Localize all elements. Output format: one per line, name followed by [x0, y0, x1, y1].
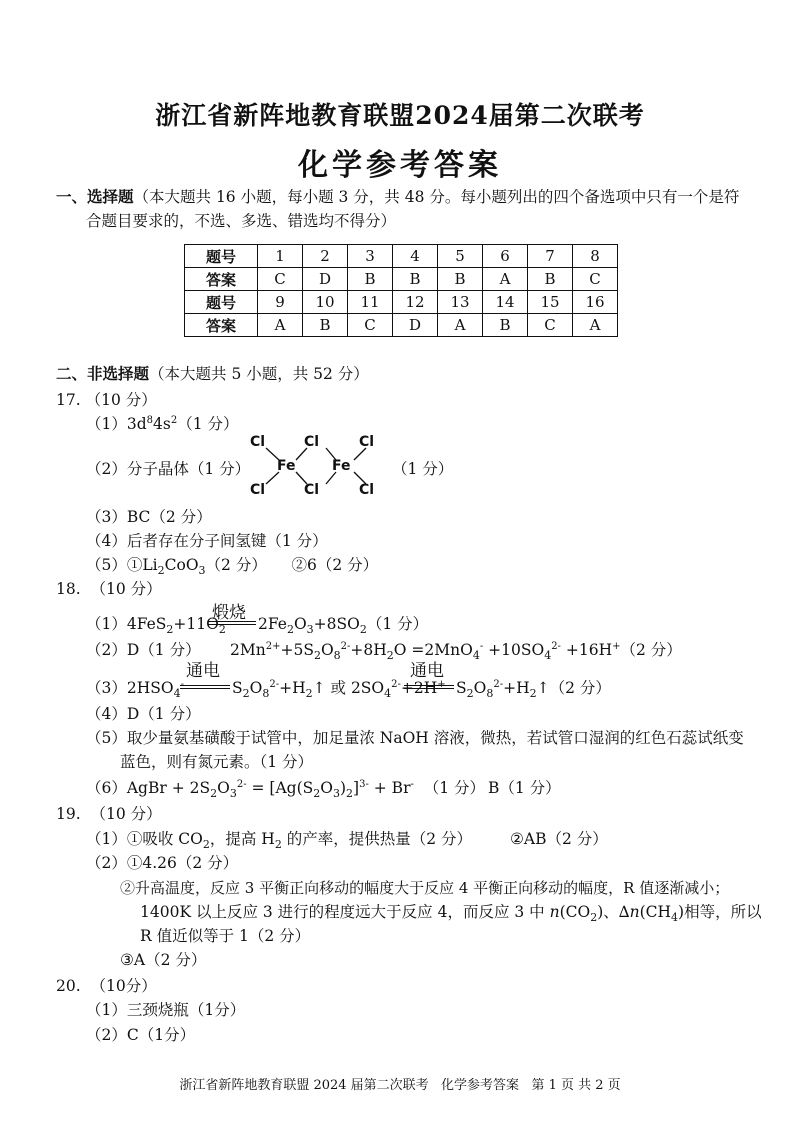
subscript: 8: [486, 687, 494, 701]
equation-text: O: [217, 779, 230, 797]
subscript: 2: [386, 649, 394, 663]
equation-text: O: [473, 679, 487, 697]
part-score: （1 分）: [177, 415, 239, 433]
table-header-cell: 题号: [185, 245, 258, 268]
answer-text: CoO: [164, 556, 199, 574]
q20-header: [56, 976, 157, 996]
q19-part1-b: ②AB（2 分）: [510, 830, 608, 848]
q18-part3-c: [456, 678, 611, 701]
q19-part2b-line2: [140, 902, 762, 925]
chlorine-atom: Cl: [359, 482, 375, 498]
table-cell: 8: [573, 245, 618, 268]
table-row: [185, 314, 618, 337]
q19-label: 19.: [56, 805, 81, 823]
q18-part2-equation: [230, 640, 682, 663]
equation-text: +8SO: [313, 615, 360, 633]
q17-part3: （3）BC（2 分）: [86, 508, 212, 526]
superscript: -: [180, 678, 184, 690]
equals-arrow: [180, 685, 230, 689]
table-cell: 5: [438, 245, 483, 268]
iron-atom: Fe: [277, 458, 296, 474]
table-row: [185, 291, 618, 314]
subscript: 2: [305, 687, 313, 701]
equation-text: +2H: [400, 679, 438, 697]
table-cell: A: [258, 314, 303, 337]
subscript: 8: [262, 687, 270, 701]
subscript: 4: [544, 649, 552, 663]
table-cell: 12: [393, 291, 438, 314]
subscript: 2: [286, 623, 294, 637]
q19-header: [56, 804, 162, 824]
subscript: 2: [202, 838, 210, 852]
q17-part5: [86, 555, 379, 578]
equation-text: ↑（2 分）: [536, 679, 611, 697]
subscript: 2: [157, 564, 165, 578]
q18-part5-line2: 蓝色，则有氮元素。（1 分）: [120, 753, 314, 771]
subscript: 2: [346, 787, 354, 801]
superscript: 2-: [493, 678, 504, 690]
table-cell: 10: [303, 291, 348, 314]
subscript: 2: [218, 623, 226, 637]
q18-part4: （4）D（1 分）: [86, 705, 201, 723]
q20-part1: （1）三颈烧瓶（1分）: [86, 1001, 246, 1019]
answer-table: [184, 244, 618, 337]
superscript: 2: [170, 414, 178, 426]
section2-heading: 二、非选择题: [56, 364, 150, 383]
superscript: -: [410, 778, 414, 790]
subscript: 2: [210, 787, 218, 801]
q20-label: 20.: [56, 977, 81, 995]
table-cell: 16: [573, 291, 618, 314]
answer-text: 的产率，提供热量（2 分）: [281, 830, 473, 848]
superscript: 2-: [269, 678, 280, 690]
subscript: 2: [359, 623, 367, 637]
table-row: [185, 245, 618, 268]
q19-part2c: ③A（2 分）: [120, 951, 207, 969]
q17-part2-text: （2）分子晶体（1 分）: [86, 460, 251, 478]
answer-text: ②6（2 分）: [291, 556, 379, 574]
superscript: +: [437, 678, 446, 690]
subscript: 3: [332, 787, 340, 801]
q17-label: 17.: [56, 391, 81, 409]
subscript: 3: [198, 564, 206, 578]
part-number: （1）: [86, 415, 127, 433]
q19-part2a: （2）①4.26（2 分）: [86, 854, 239, 872]
page-footer: 浙江省新阵地教育联盟 2024 届第二次联考 化学参考答案 第 1 页 共 2 页: [179, 1078, 621, 1093]
q18-part1-right: [258, 614, 429, 637]
section1-desc1: （本大题共 16 小题，每小题 3 分，共 48 分。每小题列出的四个备选项中只有一个是符: [133, 188, 740, 206]
equation-text: O: [249, 679, 263, 697]
table-cell: D: [393, 314, 438, 337]
equation-text: 2Fe: [258, 615, 287, 633]
answer-text: （5）①Li: [86, 556, 158, 574]
table-header-cell: 答案: [185, 314, 258, 337]
q18-part3-a: [86, 678, 184, 701]
equation-text: +5S: [280, 641, 314, 659]
section2-line: [56, 364, 369, 384]
equation-text: +11O: [173, 615, 219, 633]
answer-text: (CH: [639, 903, 672, 921]
table-header-cell: 题号: [185, 291, 258, 314]
chlorine-atom: Cl: [304, 434, 320, 450]
table-cell: 4: [393, 245, 438, 268]
subscript: 2: [529, 687, 537, 701]
chlorine-atom: Cl: [250, 482, 266, 498]
table-cell: 11: [348, 291, 393, 314]
subscript: 2: [466, 687, 474, 701]
answer-text: ，提高 H: [209, 830, 275, 848]
document-title: 浙江省新阵地教育联盟2024届第二次联考: [155, 101, 645, 130]
subscript: 4: [472, 649, 480, 663]
subscript: 2: [590, 911, 598, 925]
equation-text: + Br: [368, 779, 411, 797]
q19-part1: [86, 829, 473, 852]
equation-text: +10SO: [483, 641, 545, 659]
table-cell: B: [483, 314, 528, 337]
q20-score: （10分）: [90, 977, 157, 995]
equation-text: = [Ag(S: [246, 779, 314, 797]
subscript: 3: [306, 623, 314, 637]
q18-label: 18.: [56, 580, 81, 598]
subscript: 2: [313, 787, 321, 801]
subscript: 8: [333, 649, 341, 663]
table-cell: 7: [528, 245, 573, 268]
table-cell: C: [258, 268, 303, 291]
table-cell: B: [303, 314, 348, 337]
equation-text: （3）2HSO: [86, 679, 174, 697]
q18-part5-line1: （5）取少量氨基磺酸于试管中，加足量浓 NaOH 溶液，微热，若试管口湿润的红色石蕊试纸变: [86, 729, 744, 747]
superscript: 2+: [265, 640, 281, 652]
equation-text: （6）AgBr + 2S: [86, 779, 211, 797]
section1-line2: 合题目要求的，不选、多选、错选均不得分）: [86, 212, 397, 230]
q17-header: [56, 390, 157, 410]
section2-desc: （本大题共 5 小题，共 52 分）: [149, 365, 369, 383]
answer-text: 1400K 以上反应 3 进行的程度远大于反应 4，而反应 3 中: [140, 903, 550, 921]
iron-atom: Fe: [332, 458, 351, 474]
equation-text: +8H: [350, 641, 387, 659]
italic-variable: n: [549, 903, 560, 921]
equation-text: S: [232, 679, 243, 697]
reaction-condition: 通电: [410, 661, 444, 681]
equation-text: O: [320, 641, 334, 659]
config-text: 4s: [153, 415, 171, 433]
equation-text: +H: [279, 679, 306, 697]
subscript: 2: [313, 649, 321, 663]
superscript: 8: [146, 414, 154, 426]
table-cell: C: [573, 268, 618, 291]
config-text: 3d: [126, 415, 147, 433]
table-row: [185, 268, 618, 291]
section1-heading: 一、选择题: [56, 187, 134, 206]
equation-text: +16H: [560, 641, 613, 659]
equation-text: S: [456, 679, 467, 697]
reaction-condition: 通电: [186, 661, 220, 681]
q17-score: （10 分）: [85, 391, 157, 409]
answer-text: (CO: [559, 903, 591, 921]
equation-text: ]: [353, 779, 360, 797]
table-cell: B: [438, 268, 483, 291]
part-score: （1 分）: [366, 615, 429, 633]
table-cell: 2: [303, 245, 348, 268]
subscript: 4: [173, 687, 181, 701]
equation-text: O: [320, 779, 333, 797]
superscript: 2-: [391, 678, 401, 690]
subscript: 4: [384, 687, 392, 701]
equation-text: ↑ 或 2SO: [312, 679, 385, 697]
italic-variable: n: [629, 903, 640, 921]
part-score: （2 分）: [620, 641, 682, 659]
table-cell: 14: [483, 291, 528, 314]
q18-part6: [86, 778, 486, 801]
fe2cl6-structure: [248, 432, 388, 500]
superscript: +: [612, 640, 621, 652]
subscript: 3: [229, 787, 237, 801]
equation-text: ): [339, 779, 347, 797]
q17-part4: （4）后者存在分子间氢键（1 分）: [86, 532, 328, 550]
equation-text: （1）4FeS: [86, 615, 167, 633]
subscript: 2: [274, 838, 282, 852]
table-cell: C: [348, 314, 393, 337]
table-header-cell: 答案: [185, 268, 258, 291]
equation-text: 2Mn: [230, 641, 266, 659]
table-cell: A: [483, 268, 528, 291]
q18-part6-choice: B（1 分）: [488, 779, 561, 797]
table-cell: B: [528, 268, 573, 291]
q19-part2b-line1: ②升高温度，反应 3 平衡正向移动的幅度大于反应 4 平衡正向移动的幅度，R 值逐渐减小；: [120, 879, 730, 897]
equation-text: +H: [503, 679, 530, 697]
q18-part3-b: [232, 678, 446, 701]
chlorine-atom: Cl: [250, 434, 266, 450]
table-cell: B: [393, 268, 438, 291]
table-cell: 13: [438, 291, 483, 314]
q18-part2-label: （2）D（1 分）: [86, 641, 201, 659]
table-cell: 15: [528, 291, 573, 314]
answer-text: )、∆: [597, 903, 630, 921]
superscript: 3-: [359, 778, 369, 790]
table-cell: 6: [483, 245, 528, 268]
table-cell: 3: [348, 245, 393, 268]
q19-score: （10 分）: [90, 805, 162, 823]
section1-line1: [56, 187, 739, 207]
table-cell: B: [348, 268, 393, 291]
subscript: 2: [242, 687, 250, 701]
table-cell: D: [303, 268, 348, 291]
table-cell: 9: [258, 291, 303, 314]
equation-text: O: [293, 615, 307, 633]
equation-text: O =2MnO: [393, 641, 473, 659]
table-cell: 1: [258, 245, 303, 268]
q20-part2: （2）C（1分）: [86, 1026, 196, 1044]
q17-part2-score: （1 分）: [392, 460, 454, 478]
document-subtitle: 化学参考答案: [298, 148, 502, 183]
answer-text: )相等，所以: [678, 903, 762, 921]
answer-text: （1）①吸收 CO: [86, 830, 203, 848]
q18-part1-left: [86, 614, 226, 637]
q18-header: [56, 579, 162, 599]
q18-score: （10 分）: [90, 580, 162, 598]
superscript: 2-: [551, 640, 561, 652]
part-score: （1 分）: [423, 779, 486, 797]
superscript: 2-: [236, 778, 247, 790]
superscript: 2-: [340, 640, 351, 652]
table-cell: A: [573, 314, 618, 337]
table-cell: C: [528, 314, 573, 337]
chlorine-atom: Cl: [359, 434, 375, 450]
subscript: 2: [166, 623, 174, 637]
chlorine-atom: Cl: [304, 482, 320, 498]
superscript: -: [479, 640, 484, 652]
part-score: （2 分）: [205, 556, 267, 574]
reaction-condition: 煅烧: [212, 603, 246, 623]
q19-part2b-line3: R 值近似等于 1（2 分）: [140, 927, 311, 945]
q17-part1: [86, 414, 239, 434]
table-cell: A: [438, 314, 483, 337]
subscript: 4: [671, 911, 679, 925]
